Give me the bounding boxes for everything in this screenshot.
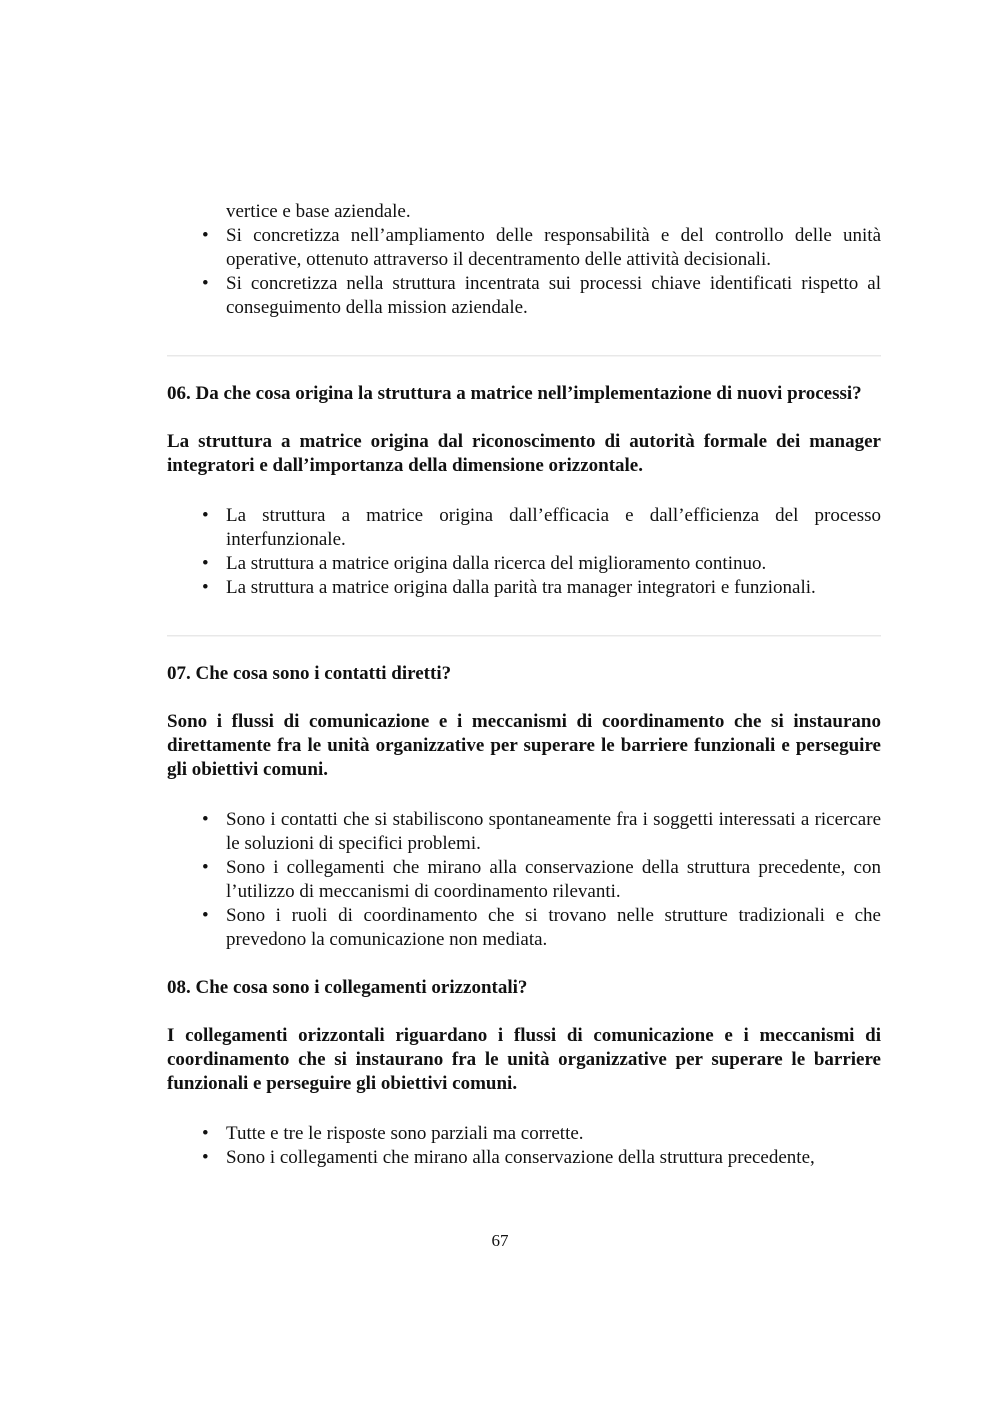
answer-06: La struttura a matrice origina dal riconoscimento di autorità formale dei manager integratori e dall’importanza della dimensione orizzontale. xyxy=(167,431,881,476)
options-08 xyxy=(167,1122,881,1170)
bullet-glyph: • xyxy=(202,505,209,526)
bullet-glyph: • xyxy=(202,809,209,830)
answer-08: I collegamenti orizzontali riguardano i flussi di comunicazione e i meccanismi di coordinamento che si instaurano fra le unità organizzative per superare le barriere funzionali e perseguire gli obiettivi comuni. xyxy=(167,1025,881,1094)
option-text: Sono i collegamenti che mirano alla conservazione della struttura precedente, xyxy=(226,1147,815,1168)
bullet-glyph: • xyxy=(202,857,209,878)
option-text: Sono i contatti che si stabiliscono spontaneamente fra i soggetti interessati a ricercare le soluzioni di specifici problemi. xyxy=(226,809,881,854)
option-07-1 xyxy=(167,808,881,856)
option-06-3 xyxy=(167,576,881,600)
option-07-2 xyxy=(167,856,881,904)
question-06: 06. Da che cosa origina la struttura a matrice nell’implementazione di nuovi processi? xyxy=(167,383,862,404)
bullet-glyph: • xyxy=(202,553,209,574)
option-text: La struttura a matrice origina dalla parità tra manager integratori e funzionali. xyxy=(226,577,816,598)
options-07 xyxy=(167,808,881,952)
option-text: Si concretizza nell’ampliamento delle responsabilità e del controllo delle unità operative, ottenuto attraverso il decentramento delle attività decisionali. xyxy=(226,225,881,270)
bullet-glyph: • xyxy=(202,905,209,926)
option-07-3 xyxy=(167,904,881,952)
bullet-glyph: • xyxy=(202,577,209,598)
intro-option-2 xyxy=(167,272,881,320)
option-06-1 xyxy=(167,504,881,552)
option-text: Tutte e tre le risposte sono parziali ma corrette. xyxy=(226,1123,584,1144)
bullet-glyph: • xyxy=(202,273,209,294)
option-06-2 xyxy=(167,552,881,576)
answer-07: Sono i flussi di comunicazione e i meccanismi di coordinamento che si instaurano direttamente fra le unità organizzative per superare le barriere funzionali e perseguire gli obiettivi comuni. xyxy=(167,711,881,780)
page-content xyxy=(167,200,881,1170)
bullet-glyph: • xyxy=(202,1123,209,1144)
option-text: Sono i collegamenti che mirano alla conservazione della struttura precedente, con l’utilizzo di meccanismi di coordinamento rilevanti. xyxy=(226,857,881,902)
option-08-2 xyxy=(167,1146,881,1170)
option-text: La struttura a matrice origina dall’efficacia e dall’efficienza del processo interfunzionale. xyxy=(226,505,881,550)
option-08-1 xyxy=(167,1122,881,1146)
question-07: 07. Che cosa sono i contatti diretti? xyxy=(167,663,452,684)
question-08: 08. Che cosa sono i collegamenti orizzontali? xyxy=(167,977,528,998)
bullet-glyph: • xyxy=(202,225,209,246)
intro-continuation: vertice e base aziendale. xyxy=(226,201,411,222)
options-06 xyxy=(167,504,881,600)
bullet-glyph: • xyxy=(202,1147,209,1168)
page-number: 67 xyxy=(491,1231,509,1250)
intro-option-1 xyxy=(167,224,881,272)
intro-options xyxy=(167,224,881,320)
option-text: Si concretizza nella struttura incentrata sui processi chiave identificati rispetto al conseguimento della mission aziendale. xyxy=(226,273,881,318)
option-text: La struttura a matrice origina dalla ricerca del miglioramento continuo. xyxy=(226,553,767,574)
option-text: Sono i ruoli di coordinamento che si trovano nelle strutture tradizionali e che prevedono la comunicazione non mediata. xyxy=(226,905,881,950)
